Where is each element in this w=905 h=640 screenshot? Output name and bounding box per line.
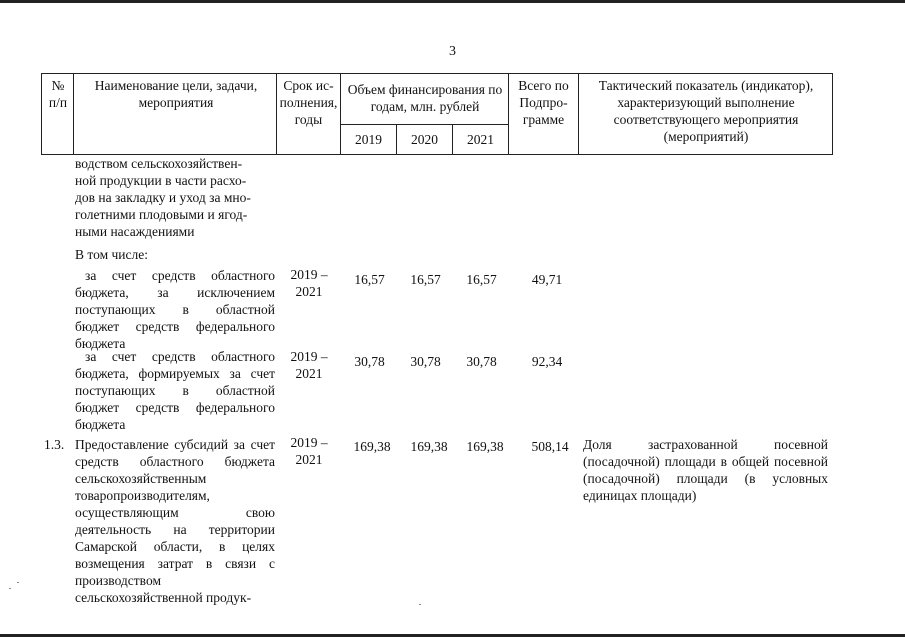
row2-2021: 30,78	[466, 354, 497, 369]
header-name: Наименование цели, задачи, мероприятия	[94, 78, 258, 110]
row2-2020: 30,78	[410, 354, 441, 369]
row3-total: 508,14	[531, 439, 569, 454]
row1-2021: 16,57	[466, 272, 497, 287]
continuation-text: водством сельскохозяйствен- ной продукции в части расхо- дов на закладку и уход за мно- голетними плодовыми и ягод- ными насаждениями	[75, 156, 251, 239]
row2-2019: 30,78	[354, 354, 385, 369]
including-label: В том числе:	[75, 247, 148, 262]
row3-num: 1.3.	[44, 437, 65, 452]
scan-speck	[419, 604, 421, 605]
row3-2019: 169,38	[353, 439, 391, 454]
col-divider	[832, 73, 833, 155]
header-year-2020: 2020	[411, 132, 438, 147]
top-border-line	[0, 0, 905, 3]
header-year-2021: 2021	[467, 132, 494, 147]
header-total: Всего по Подпро- грамме	[518, 78, 569, 127]
header-funding: Объем финансирования по годам, млн. рублей	[347, 82, 503, 114]
row3-term: 2019 – 2021	[290, 435, 328, 467]
header-indicator: Тактический показатель (индикатор), характеризующий выполнение соответствующего мероприятия (мероприятий)	[598, 78, 814, 144]
row3-name: Предоставление субсидий за счет средств областного бюджета сельскохозяйственным товаропроизводителям, осуществляющим свою деятельность на территории Самарской области, в целях возмещения затрат в связи с производством сельскохозяйственной продук-	[75, 437, 275, 605]
scan-speck	[17, 582, 19, 583]
row2-name: за счет средств областного бюджета, формируемых за счет поступающих в областной бюджет средств федерального бюджета	[75, 349, 275, 432]
page-number: 3	[449, 44, 456, 59]
table-header	[41, 73, 833, 155]
row3-2020: 169,38	[410, 439, 448, 454]
row1-name: за счет средств областного бюджета, за исключением поступающих в областной бюджет средств федерального бюджета	[75, 268, 275, 351]
bottom-border-line	[0, 634, 905, 637]
row1-term: 2019 – 2021	[290, 267, 328, 299]
row3-indicator: Доля застрахованной посевной (посадочной) площади в общей посевной (посадочной) площади (в условных единицах площади)	[583, 437, 828, 503]
scan-speck	[9, 588, 11, 589]
funding-year-rule	[340, 124, 508, 125]
row1-2019: 16,57	[354, 272, 385, 287]
col-divider	[41, 73, 42, 155]
row1-2020: 16,57	[410, 272, 441, 287]
row1-total: 49,71	[531, 272, 563, 287]
row3-2021: 169,38	[466, 439, 504, 454]
row2-term: 2019 – 2021	[290, 349, 328, 381]
header-num: № п/п	[48, 78, 68, 110]
col-divider	[73, 73, 74, 155]
header-year-2019: 2019	[355, 132, 382, 147]
header-top-rule	[41, 73, 833, 74]
header-term: Срок ис- полнения, годы	[279, 78, 338, 127]
col-divider	[578, 73, 579, 155]
row2-total: 92,34	[531, 354, 563, 369]
